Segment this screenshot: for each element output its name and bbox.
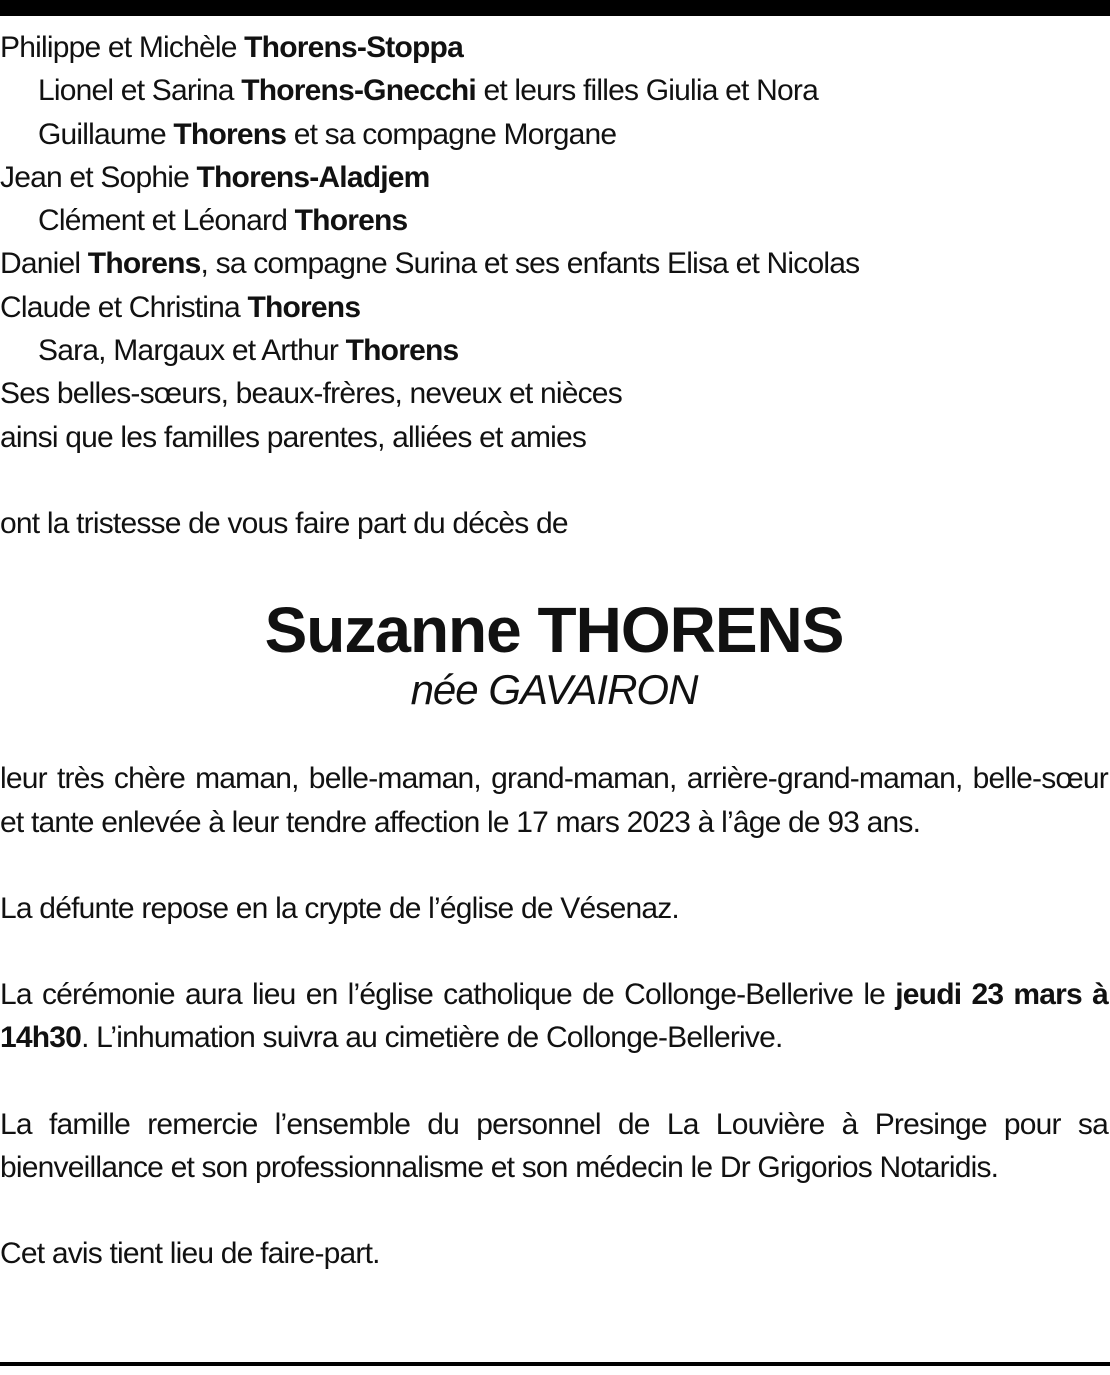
bottom-rule <box>0 1362 1110 1366</box>
thanks-paragraph: La famille remercie l’ensemble du personnel de La Louvière à Presinge pour sa bienveillance et son professionnalisme et son médecin le Dr Grigorios Notaridis. <box>0 1107 1108 1185</box>
announcement-text: ont la tristesse de vous faire part du décès de <box>0 506 568 540</box>
family-line-7: Claude et Christina Thorens <box>0 290 361 324</box>
obituary-notice <box>0 26 1108 1276</box>
ceremony-paragraph: La cérémonie aura lieu en l’église catholique de Collonge-Bellerive le jeudi 23 mars à 14h30. L’inhumation suivra au cimetière de Collonge-Bellerive. <box>0 978 1108 1055</box>
family-line-3: Guillaume Thorens et sa compagne Morgane <box>38 117 617 151</box>
ceremony-datetime: jeudi 23 mars à 14h30 <box>0 978 1108 1055</box>
top-rule <box>0 0 1110 16</box>
deceased-name: Suzanne THORENS <box>264 594 844 667</box>
closing-note: Cet avis tient lieu de faire-part. <box>0 1237 380 1271</box>
family-line-6: Daniel Thorens, sa compagne Surina et ses enfants Elisa et Nicolas <box>0 247 860 281</box>
family-line-8: Sara, Margaux et Arthur Thorens <box>38 334 459 368</box>
family-line-1: Philippe et Michèle Thorens-Stoppa <box>0 31 463 64</box>
relationship-paragraph: leur très chère maman, belle-maman, grand-maman, arrière-grand-maman, belle-sœur et tante enlevée à leur tendre affection le 17 mars 2023 à l’âge de 93 ans. <box>0 762 1108 839</box>
family-line-9: Ses belles-sœurs, beaux-frères, neveux et nièces <box>0 377 622 411</box>
family-line-5: Clément et Léonard Thorens <box>38 204 408 238</box>
repose-paragraph: La défunte repose en la crypte de l’église de Vésenaz. <box>0 891 679 925</box>
maiden-name: née GAVAIRON <box>410 666 698 714</box>
family-line-10: ainsi que les familles parentes, alliées et amies <box>0 420 587 454</box>
family-line-4: Jean et Sophie Thorens-Aladjem <box>0 160 430 194</box>
family-line-2: Lionel et Sarina Thorens-Gnecchi et leurs filles Giulia et Nora <box>38 74 818 108</box>
